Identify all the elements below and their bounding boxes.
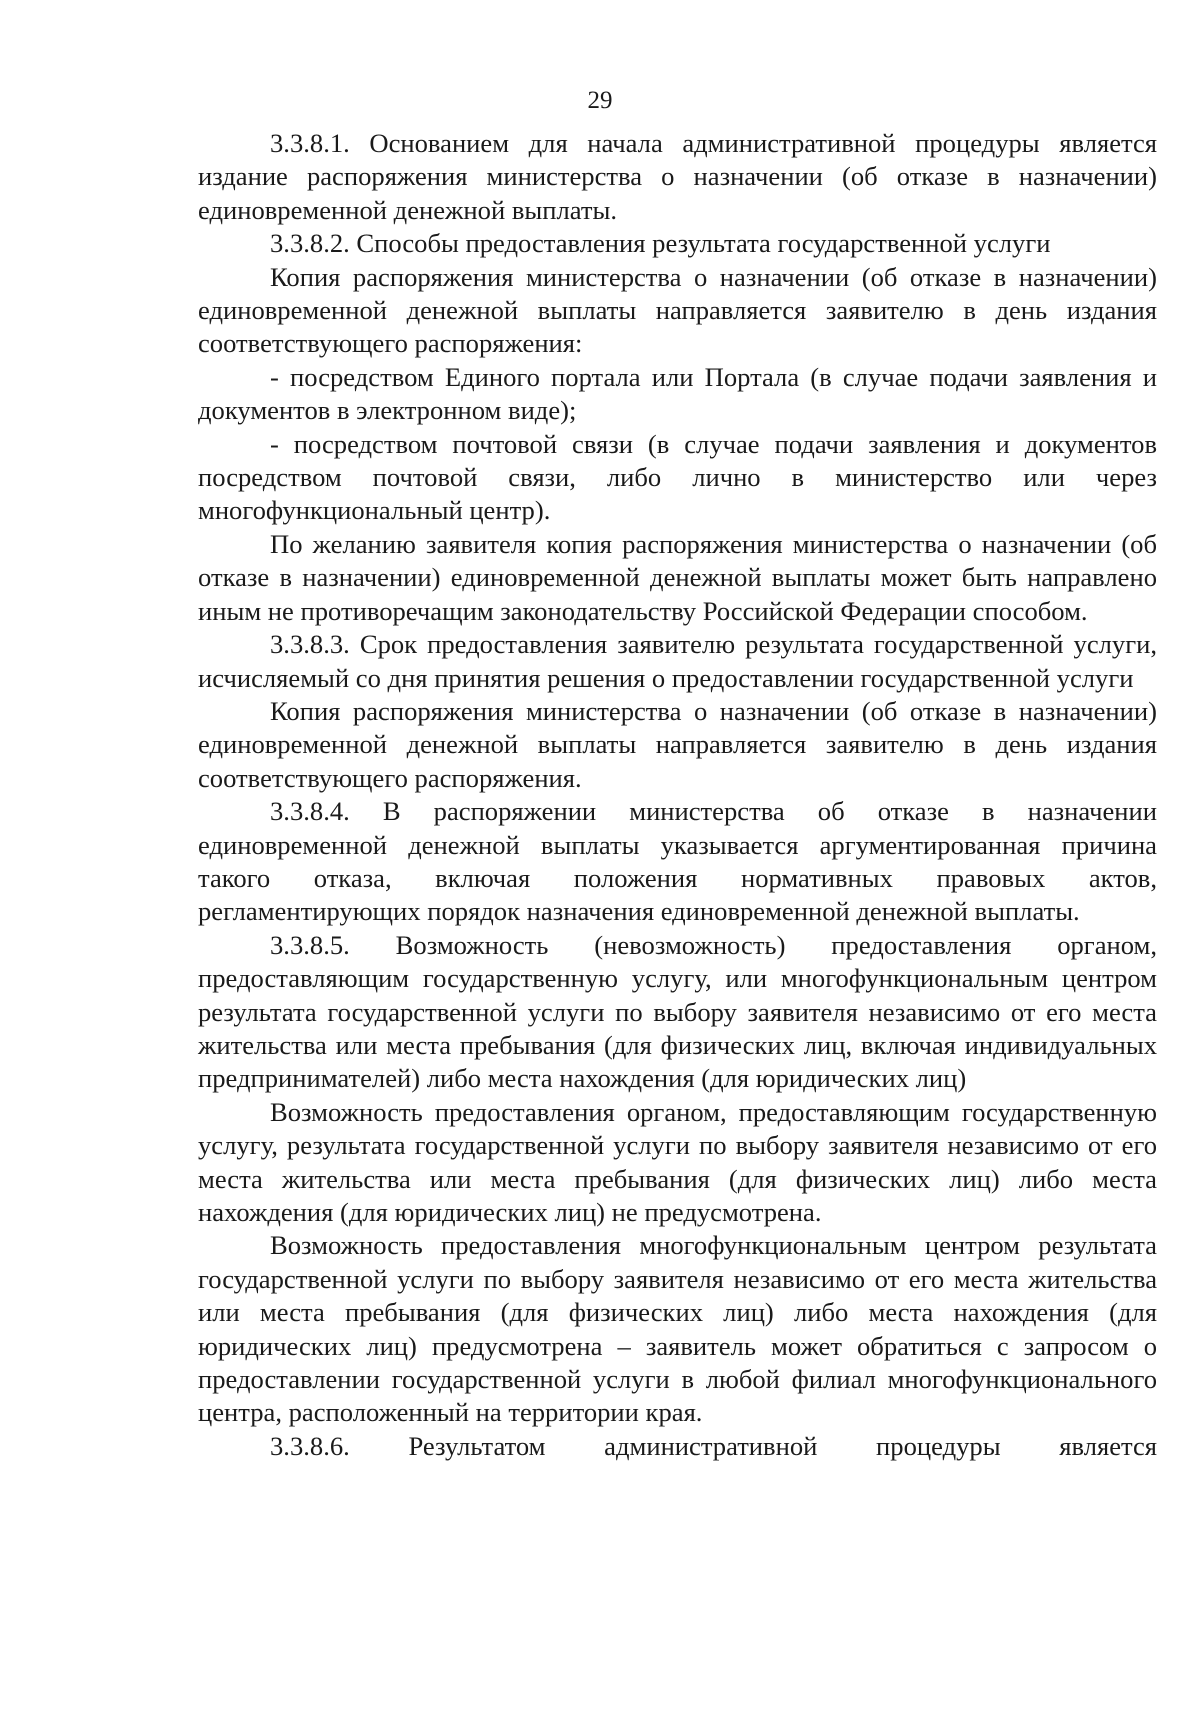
paragraph-copy-sent-day: Копия распоряжения министерства о назначении (об отказе в назначении) единовременной денежной выплаты направляется заявителю в день издания соответствующего распоряжения. xyxy=(198,695,1157,793)
paragraph-possibility-mfc: Возможность предоставления многофункциональным центром результата государственной услуги по выбору заявителя независимо от его места жительства или места пребывания (для физических лиц) либо места нахождения (для юридических лиц) предусмотрена – заявитель может обратиться с запросом о предоставлении государственной услуги в любой филиал многофункционального центра, расположенный на территории края. xyxy=(198,1230,1157,1428)
paragraph-via-portal: - посредством Единого портала или Портала (в случае подачи заявления и документов в электронном виде); xyxy=(198,361,1157,426)
paragraph-3-3-8-1: 3.3.8.1. Основанием для начала административной процедуры является издание распоряжения министерства о назначении (об отказе в назначении) единовременной денежной выплаты. xyxy=(198,128,1157,225)
page-number: 29 xyxy=(587,87,613,114)
paragraph-via-mail: - посредством почтовой связи (в случае подачи заявления и документов посредством почтовой связи, либо лично в министерство или через многофункциональный центр). xyxy=(198,428,1157,526)
paragraph-3-3-8-3-heading: 3.3.8.3. Срок предоставления заявителю результата государственной услуги, исчисляемый со дня принятия решения о предоставлении государственной услуги xyxy=(198,629,1157,693)
paragraph-3-3-8-6: 3.3.8.6. Результатом административной процедуры является xyxy=(270,1430,1157,1461)
paragraph-3-3-8-5-heading: 3.3.8.5. Возможность (невозможность) предоставления органом, предоставляющим государственную услугу, или многофункциональным центром результата государственной услуги по выбору заявителя независимо от его места жительства или места пребывания (для физических лиц, включая индивидуальных предпринимателей) либо места нахождения (для юридических лиц) xyxy=(198,929,1157,1094)
paragraph-copy-sent: Копия распоряжения министерства о назначении (об отказе в назначении) единовременной денежной выплаты направляется заявителю в день издания соответствующего распоряжения: xyxy=(198,261,1157,359)
paragraph-possibility-organ: Возможность предоставления органом, предоставляющим государственную услугу, результата государственной услуги по выбору заявителя независимо от его места жительства или места пребывания (для физических лиц) либо места нахождения (для юридических лиц) не предусмотрена. xyxy=(198,1096,1157,1227)
paragraph-applicant-wish: По желанию заявителя копия распоряжения министерства о назначении (об отказе в назначении) единовременной денежной выплаты может быть направлено иным не противоречащим законодательству Российской Федерации способом. xyxy=(198,528,1157,626)
paragraph-3-3-8-4: 3.3.8.4. В распоряжении министерства об отказе в назначении единовременной денежной выплаты указывается аргументированная причина такого отказа, включая положения нормативных правовых актов, регламентирующих порядок назначения единовременной денежной выплаты. xyxy=(198,796,1157,927)
paragraph-3-3-8-2-heading: 3.3.8.2. Способы предоставления результата государственной услуги xyxy=(270,228,1051,259)
document-body xyxy=(198,127,1157,1463)
